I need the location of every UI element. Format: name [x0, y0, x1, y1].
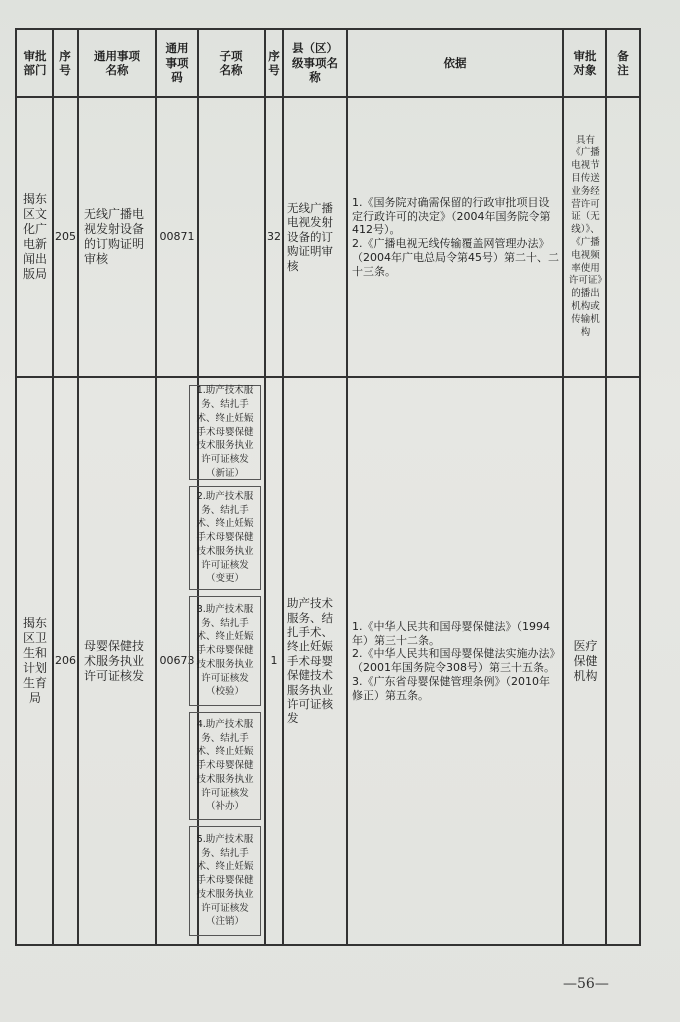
sub-item: 3.助产技术服务、结扎手术、终止妊娠手术母婴保健技术服务执业许可证核发（校验） [189, 596, 261, 706]
table-left-border [15, 28, 17, 946]
sub-item: 1.助产技术服务、结扎手术、终止妊娠手术母婴保健技术服务执业许可证核发（新证） [189, 385, 261, 480]
row1-county-name: 无线广播电视发射设备的订购证明审核 [287, 201, 333, 273]
col-divider [605, 28, 607, 946]
row2-county-name: 助产技术服务、结扎手术、终止妊娠手术母婴保健技术服务执业许可证核发 [287, 596, 333, 726]
row1-target: 具有《广播电视节目传送业务经营许可证（无线）》、《广播电视频率使用许可证》的播出机构或传输机构 [568, 134, 603, 338]
row2-seq: 206 [55, 654, 76, 668]
row1-code: 00871 [159, 230, 195, 244]
row2-remark [608, 378, 638, 944]
col-divider [77, 28, 79, 946]
sub-item: 5.助产技术服务、结扎手术、终止妊娠手术母婴保健技术服务执业许可证核发（注销） [189, 826, 261, 936]
col-divider [282, 28, 284, 946]
sub-item: 2.助产技术服务、结扎手术、终止妊娠手术母婴保健技术服务执业许可证核发（变更） [189, 486, 261, 590]
row2-sub-seq: 1 [270, 654, 278, 668]
header-remark: 备注 [617, 48, 629, 77]
row1-seq: 205 [55, 230, 76, 244]
table-right-border [639, 28, 641, 946]
header-sub-name: 子项名称 [219, 48, 243, 77]
sub-item: 4.助产技术服务、结扎手术、终止妊娠手术母婴保健技术服务执业许可证核发（补办） [189, 712, 261, 820]
table-bottom-border [15, 944, 641, 946]
header-seq: 序号 [59, 48, 71, 77]
row1-common-name: 无线广播电视发射设备的订购证明审核 [84, 207, 145, 266]
header-common-name: 通用事项名称 [94, 48, 140, 77]
col-divider [346, 28, 348, 946]
col-divider [155, 28, 157, 946]
row1-basis: 1.《国务院对确需保留的行政审批项目设定行政许可的决定》（2004年国务院令第412号）。 2.《广播电视无线传输覆盖网管理办法》（2004年广电总局令第45号）第二十、二十三条。 [352, 195, 559, 278]
row2-target: 医疗保健机构 [573, 638, 598, 683]
row2-basis: 1.《中华人民共和国母婴保健法》（1994年）第三十二条。 2.《中华人民共和国母婴保健法实施办法》（2001年国务院令308号）第三十五条。 3.《广东省母婴保健管理条例》（2010年修正）第五条。 [352, 619, 555, 702]
page-number: —56— [563, 976, 609, 992]
row1-remark [608, 98, 638, 376]
header-target: 审批对象 [573, 48, 597, 77]
header-sub-seq: 序号 [268, 48, 280, 77]
col-divider [52, 28, 54, 946]
header-basis: 依据 [443, 55, 467, 70]
row2-dept: 揭东区卫生和计划生育局 [23, 616, 48, 705]
row1-sub-seq: 32 [267, 230, 281, 244]
header-county-name: 县（区）级事项名称 [292, 41, 338, 85]
header-dept: 审批部门 [23, 48, 47, 77]
row2-common-name: 母婴保健技术服务执业许可证核发 [84, 638, 145, 683]
row2-code: 00673 [159, 654, 195, 668]
row1-dept: 揭东区文化广电新闻出版局 [23, 192, 48, 281]
header-common-code: 通用事项码 [165, 41, 189, 85]
col-divider [562, 28, 564, 946]
